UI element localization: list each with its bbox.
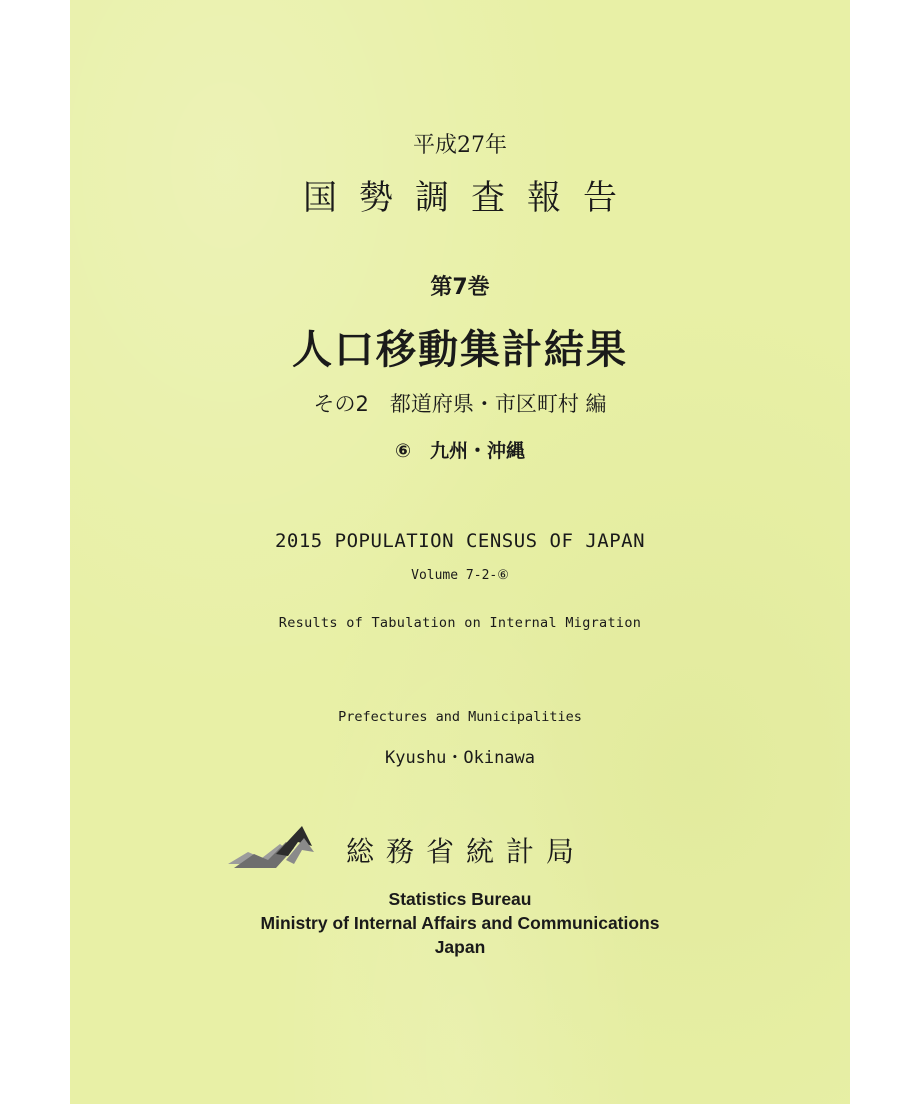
volume-number-en: Volume 7-2-⑥ — [411, 568, 509, 583]
prefectures-title-en: Prefectures and Municipalities — [338, 709, 582, 725]
region-en: Kyushu・Okinawa — [384, 748, 536, 768]
results-title-en: Results of Tabulation on Internal Migration — [278, 615, 642, 631]
ministry-name-en: Ministry of Internal Affairs and Communications — [260, 913, 660, 933]
region-ja: ⑥ 九州・沖縄 — [394, 440, 526, 462]
volume-number-ja: 第7巻 — [430, 275, 490, 300]
bureau-name-ja: 総務省統計局 — [346, 835, 587, 868]
report-title: 国勢調査報告 — [303, 178, 639, 218]
book-cover — [70, 0, 850, 1104]
subtitle-ja: その2 都道府県・市区町村 編 — [313, 392, 607, 416]
census-title-en: 2015 POPULATION CENSUS OF JAPAN — [274, 530, 646, 552]
statistics-bureau-logo-icon — [228, 824, 318, 870]
main-title: 人口移動集計結果 — [292, 327, 628, 373]
bureau-name-en: Statistics Bureau — [388, 889, 532, 909]
era-year: 平成27年 — [413, 133, 507, 158]
country-name-en: Japan — [434, 937, 486, 957]
